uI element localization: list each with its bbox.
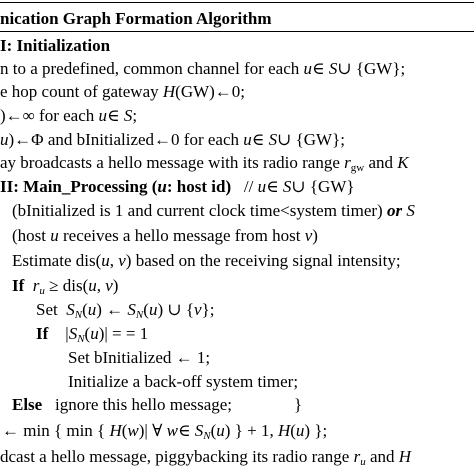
init-gateway-hop-line: e hop count of gateway H(GW)←0; bbox=[0, 82, 246, 101]
init-channel-line: n to a predefined, common channel for each u∈ S∪ {GW}; bbox=[0, 59, 406, 78]
top-rule bbox=[0, 2, 474, 3]
phase-main-processing-heading: II: Main_Processing (u: host id) // u∈ S∪ {GW} bbox=[0, 177, 355, 196]
init-backoff-line: Initialize a back-off system timer; bbox=[68, 372, 299, 391]
estimate-distance-line: Estimate dis(u, v) based on the receiving signal intensity; bbox=[12, 251, 401, 270]
while-condition-line: (bInitialized is 1 and current clock time<system timer) or S bbox=[12, 201, 415, 220]
else-ignore-line: Else ignore this hello message; } bbox=[12, 395, 303, 414]
algorithm-title: nication Graph Formation Algorithm bbox=[0, 9, 272, 28]
if-range-line: If $r_u \ge dis(u$, v) bbox=[12, 276, 119, 297]
receive-hello-line: (host u receives a hello message from host v) bbox=[12, 226, 318, 245]
hop-update-line: ← min { min { H(w)| ∀ w∈ $S_N(u)$ } + 1, H(u) }; bbox=[2, 421, 328, 442]
set-initialized-line: Set bInitialized ← 1; bbox=[68, 348, 211, 367]
title-rule bbox=[0, 31, 474, 32]
if-neighbor-count-line: If $|S_N(u)|$ = = 1 bbox=[36, 324, 149, 345]
init-neighbor-set-line: u)←Φ and bInitialized←0 for each u∈ S∪ {GW}; bbox=[0, 130, 345, 149]
broadcast-piggyback-line: dcast a hello message, piggybacking its radio range $r_u$ and H bbox=[0, 447, 412, 468]
init-hop-infinity-line: )←∞ for each u∈ S; bbox=[0, 106, 138, 125]
init-broadcast-line: ay broadcasts a hello message with its radio range $r_{gw}$ and K bbox=[0, 153, 409, 174]
phase-initialization-heading: I: Initialization bbox=[0, 36, 111, 55]
set-neighbor-line: Set $S_N(u)$ ← $S_N(u)$ ∪ {v}; bbox=[36, 300, 215, 321]
